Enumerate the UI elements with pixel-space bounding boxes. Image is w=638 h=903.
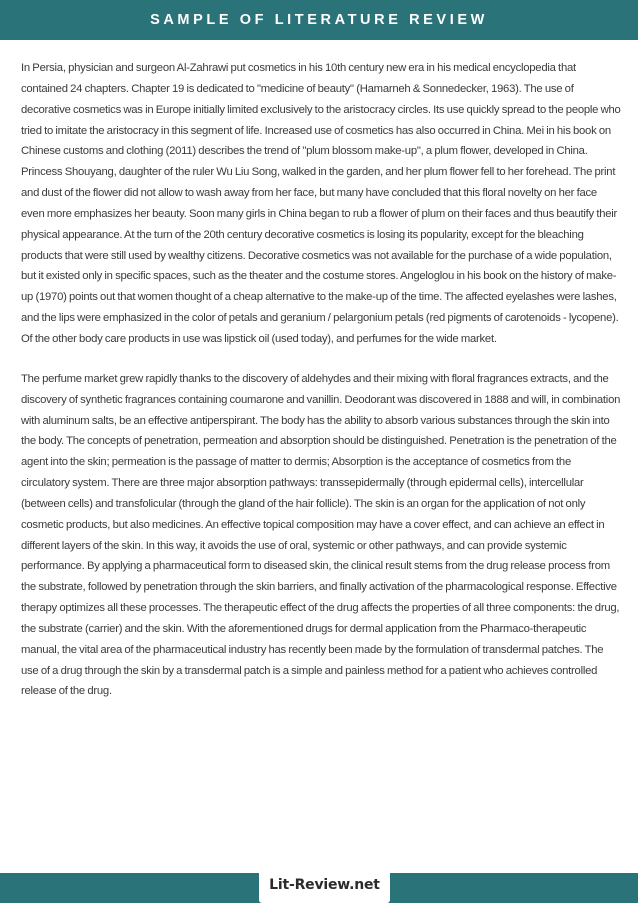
- page-title: SAMPLE OF LITERATURE REVIEW: [150, 12, 488, 28]
- document-body: [21, 58, 622, 702]
- logo-wordmark: [269, 877, 380, 893]
- logo-lit: Lit: [269, 876, 289, 893]
- paragraph-1: In Persia, physician and surgeon Al-Zahrawi put cosmetics in his 10th century new era in his medical encyclopedia that contained 24 chapters. Chapter 19 is dedicated to "medicine of beauty" (Hamarneh & Sonnedecker, 1963). The use of decorative cosmetics was in Europe initially limited exclusively to the aristocracy circles. Its use quickly spread to the people who tried to imitate the aristocracy in this segment of life. Increased use of cosmetics has also occurred in China. Mei in his book on Chinese customs and clothing (2011) describes the trend of "plum blossom make-up", a plum flower, developed in China. Princess Shouyang, daughter of the ruler Wu Liu Song, walked in the garden, and her plum flower fell to her forehead. The print and dust of the flower did not allow to wash away from her face, but many have concluded that this floral novelty on her face even more emphasizes her beauty. Soon many girls in China began to rub a flower of plum on their faces and thus beautify their physical appearance. At the turn of the 20th century decorative cosmetics is losing its popularity, except for the bleaching products that were still used by wealthy citizens. Decorative cosmetics was not available for the purchase of a wide population, but it existed only in specific spaces, such as the theater and the costume stores. Angeloglou in his book on the history of make-up (1970) points out that women thought of a cheap alternative to the make-up of the time. The affected eyelashes were lashes, and the lips were emphasized in the color of petals and geranium / pelargonium petals (red pigments of carotenoids - lycopene). Of the other body care products in use was lipstick oil (used today), and perfumes for the wide market.: [21, 62, 621, 345]
- paragraph-2: The perfume market grew rapidly thanks to the discovery of aldehydes and their mixing with floral fragrances extracts, and the discovery of synthetic fragrances containing coumarone and vanillin. Deodorant was discovered in 1888 and will, in combination with aluminum salts, be an effective antiperspirant. The body has the ability to absorb various substances through the skin into the body. The concepts of penetration, permeation and absorption should be distinguished. Penetration is the penetration of the agent into the skin; permeation is the passage of matter to dermis; Absorption is the acceptance of cosmetics from the circulatory system. There are three major absorption pathways: transsepidermally (through epidermal cells), intercellular (between cells) and transfolicular (through the gland of the hair follicle). The skin is an organ for the application of not only cosmetic products, but also medicines. An effective topical composition may have a cover effect, and can achieve an effect in different layers of the skin. In this way, it avoids the use of oral, systemic or other pathways, and can provide systemic performance. By applying a pharmaceutical form to diseased skin, the clinical result stems from the drug release process from the substrate, followed by penetration through the skin barriers, and finally activation of the pharmacological response. Effective therapy optimizes all these processes. The therapeutic effect of the drug affects the properties of all three components: the drug, the substrate (carrier) and the skin. With the aforementioned drugs for dermal application from the Pharmaco-therapeutic manual, the vital area of the pharmaceutical industry has recently been made by the formulation of transdermal patches. The use of a drug through the skin by a transdermal patch is a simple and painless method for a patient who achieves controlled release of the drug.: [21, 372, 621, 698]
- header-banner: [0, 0, 638, 40]
- logo-domain: -Review.net: [288, 876, 380, 893]
- site-logo[interactable]: [259, 866, 390, 903]
